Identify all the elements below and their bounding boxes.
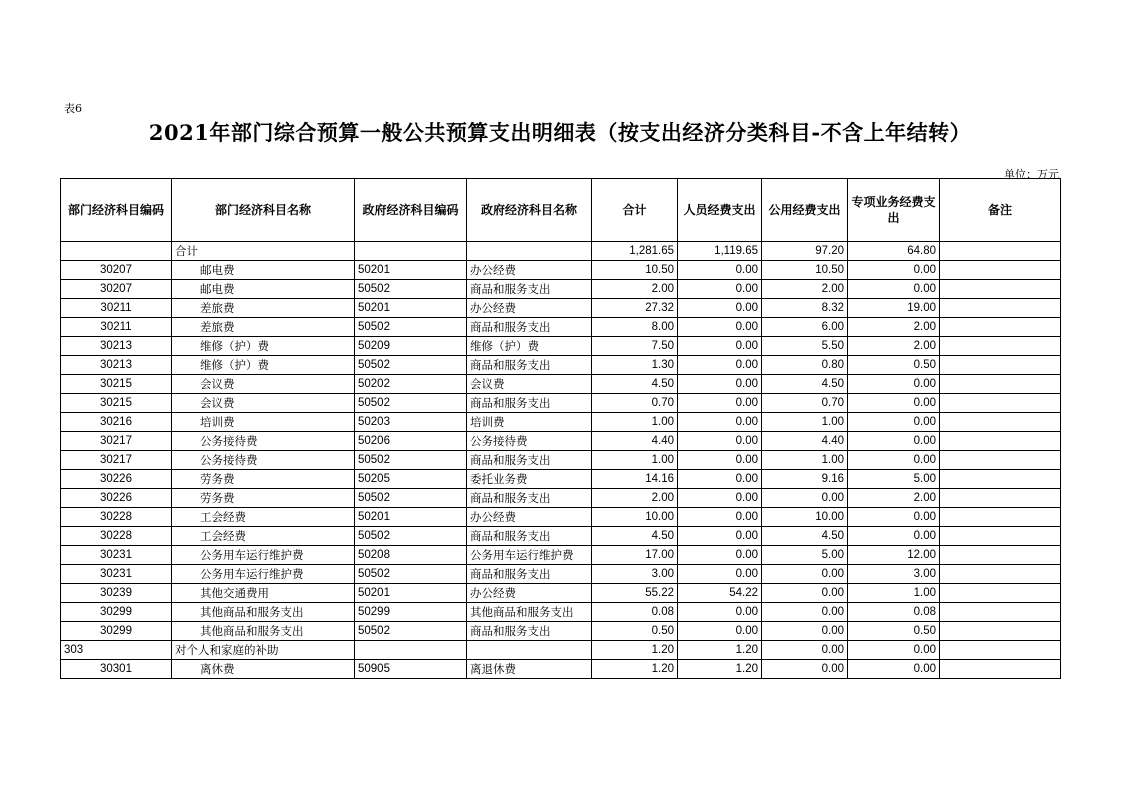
gov-code-cell bbox=[355, 242, 467, 261]
total-cell: 10.50 bbox=[592, 261, 678, 280]
public-cell: 0.00 bbox=[762, 603, 848, 622]
dept-code-cell: 30301 bbox=[61, 660, 172, 679]
table-row bbox=[61, 546, 1061, 565]
note-cell bbox=[940, 394, 1061, 413]
special-cell: 2.00 bbox=[848, 337, 940, 356]
special-cell: 3.00 bbox=[848, 565, 940, 584]
dept-code-cell: 30226 bbox=[61, 470, 172, 489]
personnel-cell: 54.22 bbox=[678, 584, 762, 603]
dept-name-cell: 公务用车运行维护费 bbox=[172, 565, 355, 584]
dept-name-cell: 其他交通费用 bbox=[172, 584, 355, 603]
personnel-cell: 0.00 bbox=[678, 508, 762, 527]
gov-code-cell: 50502 bbox=[355, 565, 467, 584]
dept-name-cell: 对个人和家庭的补助 bbox=[172, 641, 355, 660]
table-row bbox=[61, 318, 1061, 337]
dept-code-cell: 30228 bbox=[61, 508, 172, 527]
col-header-total: 合计 bbox=[592, 179, 678, 242]
public-cell: 4.40 bbox=[762, 432, 848, 451]
dept-code-cell: 30211 bbox=[61, 299, 172, 318]
gov-name-cell bbox=[467, 242, 592, 261]
note-cell bbox=[940, 318, 1061, 337]
gov-code-cell: 50201 bbox=[355, 299, 467, 318]
gov-code-cell bbox=[355, 641, 467, 660]
special-cell: 0.00 bbox=[848, 280, 940, 299]
note-cell bbox=[940, 280, 1061, 299]
note-cell bbox=[940, 660, 1061, 679]
total-cell: 1.20 bbox=[592, 660, 678, 679]
special-cell: 0.50 bbox=[848, 356, 940, 375]
total-cell: 4.50 bbox=[592, 527, 678, 546]
personnel-cell: 1,119.65 bbox=[678, 242, 762, 261]
total-cell: 4.40 bbox=[592, 432, 678, 451]
gov-name-cell: 会议费 bbox=[467, 375, 592, 394]
special-cell: 5.00 bbox=[848, 470, 940, 489]
table-row bbox=[61, 299, 1061, 318]
category-row bbox=[61, 641, 1061, 660]
gov-name-cell: 办公经费 bbox=[467, 299, 592, 318]
dept-code-cell: 30215 bbox=[61, 375, 172, 394]
dept-name-cell: 差旅费 bbox=[172, 318, 355, 337]
gov-name-cell: 委托业务费 bbox=[467, 470, 592, 489]
personnel-cell: 0.00 bbox=[678, 489, 762, 508]
public-cell: 6.00 bbox=[762, 318, 848, 337]
dept-code-cell: 30217 bbox=[61, 432, 172, 451]
gov-code-cell: 50201 bbox=[355, 508, 467, 527]
gov-name-cell: 商品和服务支出 bbox=[467, 527, 592, 546]
total-cell: 3.00 bbox=[592, 565, 678, 584]
col-header-dept-name: 部门经济科目名称 bbox=[172, 179, 355, 242]
public-cell: 4.50 bbox=[762, 375, 848, 394]
dept-name-cell: 劳务费 bbox=[172, 489, 355, 508]
gov-code-cell: 50502 bbox=[355, 394, 467, 413]
total-cell: 1.30 bbox=[592, 356, 678, 375]
special-cell: 0.00 bbox=[848, 451, 940, 470]
note-cell bbox=[940, 242, 1061, 261]
note-cell bbox=[940, 527, 1061, 546]
public-cell: 9.16 bbox=[762, 470, 848, 489]
personnel-cell: 0.00 bbox=[678, 299, 762, 318]
special-cell: 0.00 bbox=[848, 660, 940, 679]
gov-name-cell: 商品和服务支出 bbox=[467, 356, 592, 375]
table-row bbox=[61, 622, 1061, 641]
gov-code-cell: 50502 bbox=[355, 527, 467, 546]
public-cell: 0.00 bbox=[762, 641, 848, 660]
dept-code-cell: 30213 bbox=[61, 356, 172, 375]
table-row bbox=[61, 584, 1061, 603]
public-cell: 0.00 bbox=[762, 660, 848, 679]
gov-name-cell: 商品和服务支出 bbox=[467, 622, 592, 641]
total-cell: 0.08 bbox=[592, 603, 678, 622]
gov-code-cell: 50905 bbox=[355, 660, 467, 679]
total-cell: 14.16 bbox=[592, 470, 678, 489]
note-cell bbox=[940, 337, 1061, 356]
gov-code-cell: 50502 bbox=[355, 489, 467, 508]
note-cell bbox=[940, 603, 1061, 622]
gov-code-cell: 50205 bbox=[355, 470, 467, 489]
public-cell: 1.00 bbox=[762, 451, 848, 470]
table-row bbox=[61, 432, 1061, 451]
col-header-gov-name: 政府经济科目名称 bbox=[467, 179, 592, 242]
personnel-cell: 0.00 bbox=[678, 546, 762, 565]
special-cell: 64.80 bbox=[848, 242, 940, 261]
note-cell bbox=[940, 375, 1061, 394]
special-cell: 0.00 bbox=[848, 527, 940, 546]
dept-code-cell: 30231 bbox=[61, 565, 172, 584]
dept-name-cell: 培训费 bbox=[172, 413, 355, 432]
dept-code-cell: 30216 bbox=[61, 413, 172, 432]
total-cell: 17.00 bbox=[592, 546, 678, 565]
col-header-dept-code: 部门经济科目编码 bbox=[61, 179, 172, 242]
table-row bbox=[61, 660, 1061, 679]
public-cell: 0.00 bbox=[762, 622, 848, 641]
gov-name-cell: 商品和服务支出 bbox=[467, 489, 592, 508]
table-row bbox=[61, 394, 1061, 413]
dept-name-cell: 其他商品和服务支出 bbox=[172, 603, 355, 622]
gov-code-cell: 50206 bbox=[355, 432, 467, 451]
public-cell: 0.70 bbox=[762, 394, 848, 413]
dept-code-cell: 30207 bbox=[61, 261, 172, 280]
table-row bbox=[61, 280, 1061, 299]
total-cell: 1.00 bbox=[592, 413, 678, 432]
gov-name-cell: 商品和服务支出 bbox=[467, 565, 592, 584]
note-cell bbox=[940, 584, 1061, 603]
gov-code-cell: 50203 bbox=[355, 413, 467, 432]
personnel-cell: 0.00 bbox=[678, 318, 762, 337]
note-cell bbox=[940, 356, 1061, 375]
public-cell: 1.00 bbox=[762, 413, 848, 432]
table-row bbox=[61, 603, 1061, 622]
dept-name-cell: 维修（护）费 bbox=[172, 356, 355, 375]
gov-name-cell bbox=[467, 641, 592, 660]
gov-name-cell: 公务用车运行维护费 bbox=[467, 546, 592, 565]
gov-name-cell: 商品和服务支出 bbox=[467, 394, 592, 413]
public-cell: 0.80 bbox=[762, 356, 848, 375]
special-cell: 2.00 bbox=[848, 489, 940, 508]
gov-code-cell: 50502 bbox=[355, 318, 467, 337]
public-cell: 10.00 bbox=[762, 508, 848, 527]
dept-code-cell: 30299 bbox=[61, 603, 172, 622]
col-header-public: 公用经费支出 bbox=[762, 179, 848, 242]
total-cell: 0.50 bbox=[592, 622, 678, 641]
total-cell: 2.00 bbox=[592, 489, 678, 508]
page-title: 2021年部门综合预算一般公共预算支出明细表（按支出经济分类科目-不含上年结转） bbox=[148, 120, 972, 145]
special-cell: 0.00 bbox=[848, 432, 940, 451]
table-row bbox=[61, 413, 1061, 432]
table-body bbox=[61, 242, 1061, 679]
dept-code-cell: 303 bbox=[61, 641, 172, 660]
col-header-special: 专项业务经费支出 bbox=[848, 179, 940, 242]
gov-code-cell: 50299 bbox=[355, 603, 467, 622]
public-cell: 97.20 bbox=[762, 242, 848, 261]
total-cell: 2.00 bbox=[592, 280, 678, 299]
public-cell: 5.00 bbox=[762, 546, 848, 565]
special-cell: 0.00 bbox=[848, 394, 940, 413]
total-cell: 7.50 bbox=[592, 337, 678, 356]
dept-name-cell: 公务用车运行维护费 bbox=[172, 546, 355, 565]
dept-code-cell: 30228 bbox=[61, 527, 172, 546]
table-row bbox=[61, 508, 1061, 527]
table-row bbox=[61, 337, 1061, 356]
note-cell bbox=[940, 641, 1061, 660]
personnel-cell: 0.00 bbox=[678, 261, 762, 280]
dept-name-cell: 公务接待费 bbox=[172, 432, 355, 451]
dept-name-cell: 会议费 bbox=[172, 375, 355, 394]
special-cell: 0.00 bbox=[848, 375, 940, 394]
public-cell: 0.00 bbox=[762, 584, 848, 603]
dept-name-cell: 离休费 bbox=[172, 660, 355, 679]
gov-code-cell: 50502 bbox=[355, 622, 467, 641]
personnel-cell: 0.00 bbox=[678, 413, 762, 432]
gov-code-cell: 50201 bbox=[355, 584, 467, 603]
note-cell bbox=[940, 432, 1061, 451]
gov-name-cell: 办公经费 bbox=[467, 508, 592, 527]
note-cell bbox=[940, 470, 1061, 489]
public-cell: 4.50 bbox=[762, 527, 848, 546]
table-row bbox=[61, 489, 1061, 508]
gov-name-cell: 离退休费 bbox=[467, 660, 592, 679]
dept-name-cell: 邮电费 bbox=[172, 261, 355, 280]
note-cell bbox=[940, 299, 1061, 318]
dept-name-cell: 劳务费 bbox=[172, 470, 355, 489]
note-cell bbox=[940, 489, 1061, 508]
gov-name-cell: 商品和服务支出 bbox=[467, 318, 592, 337]
note-cell bbox=[940, 413, 1061, 432]
unit-label: 单位：万元 bbox=[1004, 168, 1059, 181]
gov-code-cell: 50502 bbox=[355, 356, 467, 375]
special-cell: 0.00 bbox=[848, 508, 940, 527]
dept-code-cell bbox=[61, 242, 172, 261]
dept-code-cell: 30299 bbox=[61, 622, 172, 641]
note-cell bbox=[940, 622, 1061, 641]
gov-name-cell: 办公经费 bbox=[467, 584, 592, 603]
dept-code-cell: 30213 bbox=[61, 337, 172, 356]
table-header-row bbox=[61, 179, 1061, 242]
table-row bbox=[61, 375, 1061, 394]
col-header-personnel: 人员经费支出 bbox=[678, 179, 762, 242]
gov-code-cell: 50209 bbox=[355, 337, 467, 356]
personnel-cell: 0.00 bbox=[678, 432, 762, 451]
personnel-cell: 0.00 bbox=[678, 337, 762, 356]
total-cell: 1.20 bbox=[592, 641, 678, 660]
personnel-cell: 1.20 bbox=[678, 660, 762, 679]
gov-name-cell: 维修（护）费 bbox=[467, 337, 592, 356]
table-row bbox=[61, 261, 1061, 280]
note-cell bbox=[940, 261, 1061, 280]
dept-name-cell: 公务接待费 bbox=[172, 451, 355, 470]
special-cell: 12.00 bbox=[848, 546, 940, 565]
gov-code-cell: 50201 bbox=[355, 261, 467, 280]
special-cell: 0.50 bbox=[848, 622, 940, 641]
gov-code-cell: 50502 bbox=[355, 451, 467, 470]
personnel-cell: 0.00 bbox=[678, 375, 762, 394]
personnel-cell: 0.00 bbox=[678, 280, 762, 299]
dept-name-cell: 工会经费 bbox=[172, 508, 355, 527]
total-cell: 55.22 bbox=[592, 584, 678, 603]
total-cell: 0.70 bbox=[592, 394, 678, 413]
table-row bbox=[61, 470, 1061, 489]
table-row bbox=[61, 451, 1061, 470]
gov-name-cell: 其他商品和服务支出 bbox=[467, 603, 592, 622]
dept-name-cell: 会议费 bbox=[172, 394, 355, 413]
special-cell: 2.00 bbox=[848, 318, 940, 337]
public-cell: 10.50 bbox=[762, 261, 848, 280]
gov-name-cell: 办公经费 bbox=[467, 261, 592, 280]
note-cell bbox=[940, 451, 1061, 470]
dept-code-cell: 30231 bbox=[61, 546, 172, 565]
personnel-cell: 0.00 bbox=[678, 622, 762, 641]
special-cell: 0.00 bbox=[848, 641, 940, 660]
special-cell: 0.08 bbox=[848, 603, 940, 622]
note-cell bbox=[940, 508, 1061, 527]
dept-name-cell: 其他商品和服务支出 bbox=[172, 622, 355, 641]
dept-name-cell: 合计 bbox=[172, 242, 355, 261]
dept-code-cell: 30226 bbox=[61, 489, 172, 508]
total-cell: 8.00 bbox=[592, 318, 678, 337]
gov-name-cell: 商品和服务支出 bbox=[467, 280, 592, 299]
special-cell: 0.00 bbox=[848, 261, 940, 280]
special-cell: 1.00 bbox=[848, 584, 940, 603]
table-row bbox=[61, 565, 1061, 584]
personnel-cell: 0.00 bbox=[678, 356, 762, 375]
public-cell: 2.00 bbox=[762, 280, 848, 299]
dept-name-cell: 工会经费 bbox=[172, 527, 355, 546]
gov-name-cell: 培训费 bbox=[467, 413, 592, 432]
public-cell: 5.50 bbox=[762, 337, 848, 356]
gov-name-cell: 商品和服务支出 bbox=[467, 451, 592, 470]
personnel-cell: 0.00 bbox=[678, 565, 762, 584]
total-cell: 1,281.65 bbox=[592, 242, 678, 261]
dept-code-cell: 30217 bbox=[61, 451, 172, 470]
special-cell: 19.00 bbox=[848, 299, 940, 318]
personnel-cell: 0.00 bbox=[678, 527, 762, 546]
personnel-cell: 0.00 bbox=[678, 394, 762, 413]
personnel-cell: 1.20 bbox=[678, 641, 762, 660]
dept-code-cell: 30211 bbox=[61, 318, 172, 337]
dept-name-cell: 差旅费 bbox=[172, 299, 355, 318]
gov-code-cell: 50208 bbox=[355, 546, 467, 565]
sheet-label: 表6 bbox=[64, 102, 82, 115]
table-row bbox=[61, 527, 1061, 546]
budget-table bbox=[60, 178, 1061, 679]
dept-name-cell: 邮电费 bbox=[172, 280, 355, 299]
total-cell: 10.00 bbox=[592, 508, 678, 527]
total-row bbox=[61, 242, 1061, 261]
note-cell bbox=[940, 546, 1061, 565]
public-cell: 0.00 bbox=[762, 565, 848, 584]
dept-code-cell: 30215 bbox=[61, 394, 172, 413]
total-cell: 1.00 bbox=[592, 451, 678, 470]
dept-code-cell: 30239 bbox=[61, 584, 172, 603]
personnel-cell: 0.00 bbox=[678, 470, 762, 489]
col-header-note: 备注 bbox=[940, 179, 1061, 242]
table-row bbox=[61, 356, 1061, 375]
col-header-gov-code: 政府经济科目编码 bbox=[355, 179, 467, 242]
public-cell: 0.00 bbox=[762, 489, 848, 508]
note-cell bbox=[940, 565, 1061, 584]
gov-code-cell: 50202 bbox=[355, 375, 467, 394]
total-cell: 27.32 bbox=[592, 299, 678, 318]
gov-code-cell: 50502 bbox=[355, 280, 467, 299]
dept-code-cell: 30207 bbox=[61, 280, 172, 299]
personnel-cell: 0.00 bbox=[678, 451, 762, 470]
personnel-cell: 0.00 bbox=[678, 603, 762, 622]
dept-name-cell: 维修（护）费 bbox=[172, 337, 355, 356]
gov-name-cell: 公务接待费 bbox=[467, 432, 592, 451]
special-cell: 0.00 bbox=[848, 413, 940, 432]
public-cell: 8.32 bbox=[762, 299, 848, 318]
total-cell: 4.50 bbox=[592, 375, 678, 394]
